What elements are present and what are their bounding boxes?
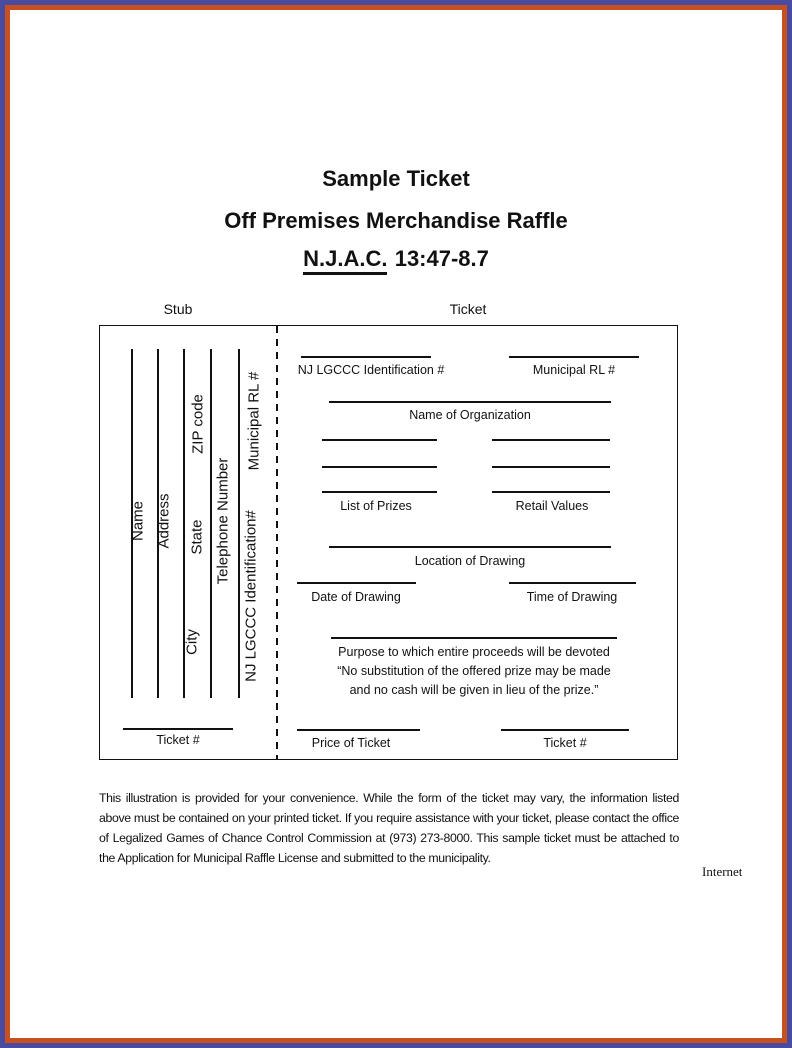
- purpose-line: [331, 637, 617, 639]
- stub-ticket-number-line: [123, 728, 233, 730]
- organization-label: Name of Organization: [409, 408, 531, 422]
- stub-label-city: City: [183, 629, 201, 655]
- value-line-1: [492, 439, 610, 441]
- organization-line: [329, 401, 611, 403]
- no-substitution-note-line1: “No substitution of the offered prize may be made: [337, 664, 611, 678]
- time-line: [509, 582, 636, 584]
- list-of-prizes-label: List of Prizes: [340, 499, 412, 513]
- njac-citation-number: 13:47-8.7: [394, 246, 489, 271]
- stub-label-telephone: Telephone Number: [214, 457, 232, 585]
- ticket-number-label: Ticket #: [543, 736, 587, 750]
- location-label: Location of Drawing: [414, 554, 526, 568]
- stub-label-address: Address: [155, 493, 173, 549]
- stub-label-lgccc-id: NJ LGCCC Identification#: [242, 510, 260, 682]
- stub-label-state: State: [188, 519, 206, 555]
- prize-line-3: [322, 491, 437, 493]
- ticket-lgccc-id-line: [301, 356, 431, 358]
- footer-paragraph: This illustration is provided for your convenience. While the form of the ticket may vary, the information listed above must be contained on your printed ticket. If you require assistance with your ticket, please contact the office of Legalized Games of Chance Control Commission at (973) 273-8000. This sample ticket must be attached to the Application for Municipal Raffle License and submitted to the municipality.: [99, 791, 679, 865]
- value-line-2: [492, 466, 610, 468]
- stub-section-label: Stub: [163, 301, 193, 317]
- time-of-drawing-label: Time of Drawing: [526, 590, 618, 604]
- internet-watermark: Internet: [702, 864, 743, 879]
- ticket-municipal-rl-line: [509, 356, 639, 358]
- ticket-section-label: Ticket: [449, 301, 487, 317]
- stub-rule-telephone: [210, 349, 212, 698]
- ticket-municipal-rl-label: Municipal RL #: [532, 363, 616, 377]
- stub-label-municipal-rl: Municipal RL #: [245, 371, 263, 471]
- prize-line-1: [322, 439, 437, 441]
- price-of-ticket-label: Price of Ticket: [311, 736, 391, 750]
- stub-rule-identification: [238, 349, 240, 698]
- ticket-lgccc-id-label: NJ LGCCC Identification #: [297, 363, 445, 377]
- ticket-number-line: [501, 729, 629, 731]
- page-title: Sample Ticket: [322, 166, 470, 191]
- purpose-label: Purpose to which entire proceeds will be devoted: [338, 645, 610, 659]
- stub-label-name: Name: [129, 500, 147, 542]
- njac-citation-code: N.J.A.C.: [303, 246, 387, 275]
- location-line: [329, 546, 611, 548]
- date-line: [297, 582, 416, 584]
- retail-values-label: Retail Values: [515, 499, 589, 513]
- date-of-drawing-label: Date of Drawing: [311, 590, 401, 604]
- value-line-3: [492, 491, 610, 493]
- no-substitution-note-line2: and no cash will be given in lieu of the prize.”: [349, 683, 599, 697]
- stub-ticket-number-label: Ticket #: [156, 733, 200, 747]
- perforation-line: [276, 326, 278, 759]
- price-line: [297, 729, 420, 731]
- prize-line-2: [322, 466, 437, 468]
- title-subtitle: Off Premises Merchandise Raffle: [224, 208, 568, 233]
- njac-citation: [0, 246, 792, 272]
- ticket-form-box: [99, 325, 678, 760]
- stub-label-zip: ZIP code: [189, 394, 207, 454]
